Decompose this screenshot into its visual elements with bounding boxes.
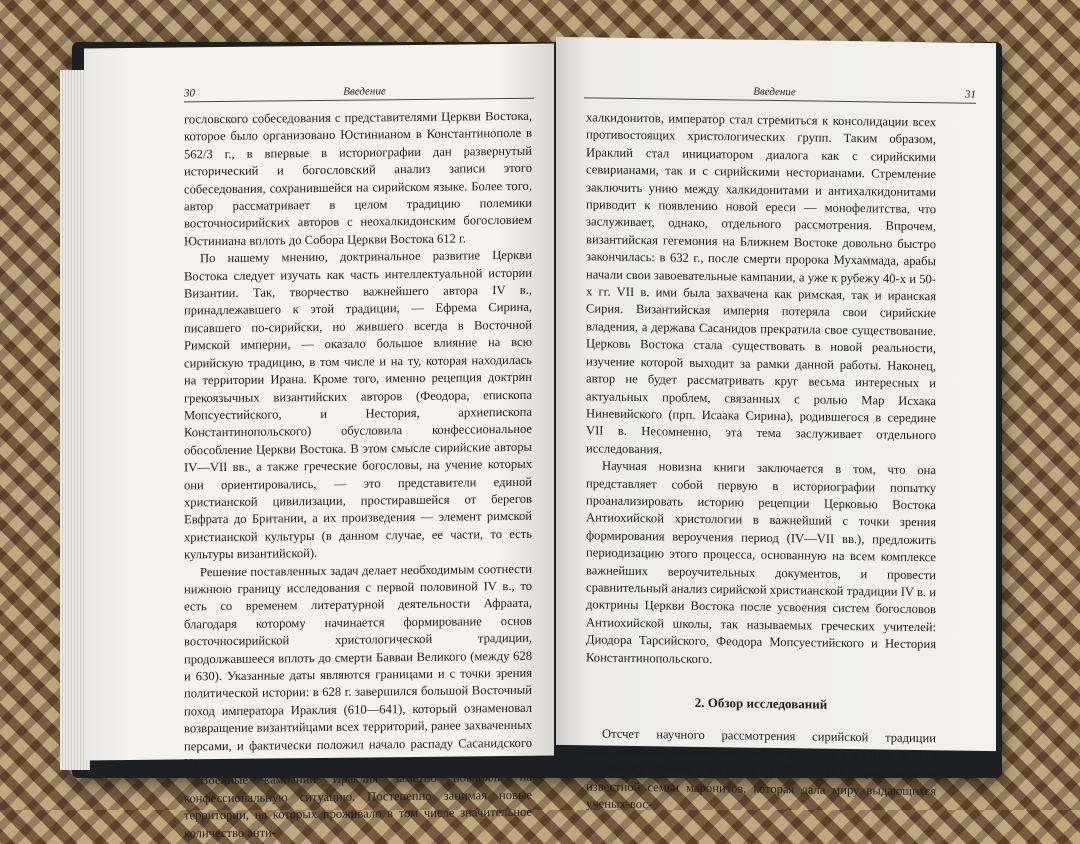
right-running-head-title: Введение	[753, 85, 796, 99]
left-paragraph-3: Решение поставленных задач делает необходимым соотнести нижнюю границу исследования с первой половиной IV в., то есть со временем литературной деятельности Афраата, благодаря которому начинается формирование основ восточносирийской христологической традиции, продолжавшееся вплоть до смерти Бавваи Великого (между 628 и 630). Указанные даты являются границами и с точки зрения политической истории: в 628 г. завершился большой Восточный поход императора Ираклия (610—641), который ознаменовал возвращение византийцами всех территорий, ранее захваченных персами, и фактически положил начало распаду Сасанидского Ирана.	[184, 561, 532, 771]
right-page	[556, 37, 996, 812]
left-running-head	[184, 84, 534, 103]
right-paragraph-2: Научная новизна книги заключается в том, что она представляет собой первую в историографии попытку проанализировать историю рецепции Церковью Востока Антиохийской христологии в важнейший с точки зрения формирования вероучения период (IV—VII вв.), предложить периодизацию этого процесса, основанную на всем комплексе важнейших вероучительных документов, и провести сравнительный анализ сирийской христианской традиции IV в. и доктрины Церкви Востока после усвоения систем богословов Антиохийской школы, так называемых греческих учителей: Диодора Тарсийского, Феодора Мопсуестийского и Нестория Константинопольского.	[586, 458, 936, 666]
left-page-number: 30	[184, 87, 195, 100]
left-paragraph-4: Военные кампании Ираклия заметно повлияли на конфессиональную ситуацию. Постепенно занимая новые территории, на которых проживало в том числе значительное количество анти-	[184, 770, 532, 841]
section-heading: 2. Обзор исследований	[694, 694, 828, 712]
right-paragraph-3: Отсчет научного рассмотрения сирийской традиции западными исследователями следует начинать с XVIII в. В 1719 г. Иосиф Симон Ассемани (1686—1768), представитель известной семьи маронитов, которая дала миру выдающихся ученых-вос-	[586, 726, 936, 812]
left-running-head-title: Введение	[343, 85, 386, 98]
left-paragraph-2: По нашему мнению, доктринальное развитие Церкви Востока следует изучать как часть интеллектуальной истории Византии. Так, творчество важнейшего автора IV в., принадлежавшего к этой традиции, — Ефрема Сирина, писавшего по-сирийски, но жившего всегда в Восточной Римской империи, — оказало большое влияние на всю сирийскую традицию, в том числе и на ту, которая находилась на территории Ирана. Кроме того, именно рецепция доктрин грекоязычных византийских авторов (Феодора, епископа Мопсуестийского, и Нестория, архиепископа Константинопольского) обусловила конфессиональное обособление Церкви Востока. В этом смысле сирийские авторы IV—VII вв., а также греческие богословы, на учение которых они ориентировались, — это представители единой христианской цивилизации, простиравшейся от берегов Евфрата до Британии, а их произведения — элемент римской христианской культуры (в данном случае, ее части, то есть культуры византийской).	[184, 248, 532, 562]
left-text-block	[184, 108, 532, 843]
right-text-block	[586, 109, 936, 817]
left-page	[84, 44, 554, 841]
right-running-head	[584, 83, 976, 103]
left-paragraph-1: гословского собеседования с представителями Церкви Востока, которое было организовано Юстинианом в Константинополе в 562/3 г., в впервые в историографии дан развернутый исторический и богословский анализ записи этого собеседования, сохранившейся на сирийском языке. Более того, автор рассматривает в целом традицию полемики восточносирийских авторов с неохалкидонским богословием Юстиниана вплоть до Собора Церкви Востока 612 г.	[184, 108, 532, 249]
right-page-number: 31	[965, 88, 976, 101]
right-paragraph-1: халкидонитов, император стал стремиться к консолидации всех противостоящих христологических групп. Таким образом, Ираклий стал инициатором диалога как с сирийскими севирианами, так и с сирийскими несторианами. Стремление заключить унию между халкидонитами и антихалкидонитами приводит к появлению новой ереси — монофелитства, что заслуживает, однако, отдельного рассмотрения. Впрочем, византийская гегемония на Ближнем Востоке довольно быстро закончилась: в 632 г., после смерти пророка Мухаммада, арабы начали свои завоевательные кампании, а уже к рубежу 40-х и 50-х гг. VII в. ими была захвачена как римская, так и иранская Сирия. Византийская империя потеряла свои сирийские владения, а держава Сасанидов прекратила свое существование. Церковь Востока стала существовать в новой реальности, изучение которой выходит за рамки данной работы. Наконец, автор не будет рассматривать круг весьма интересных и актуальных проблем, связанных с ролью Мар Исхака Ниневийского (прп. Исаака Сирина), родившегося в середине VII в. Несомненно, эта тема заслуживает отдельного исследования.	[586, 110, 936, 457]
